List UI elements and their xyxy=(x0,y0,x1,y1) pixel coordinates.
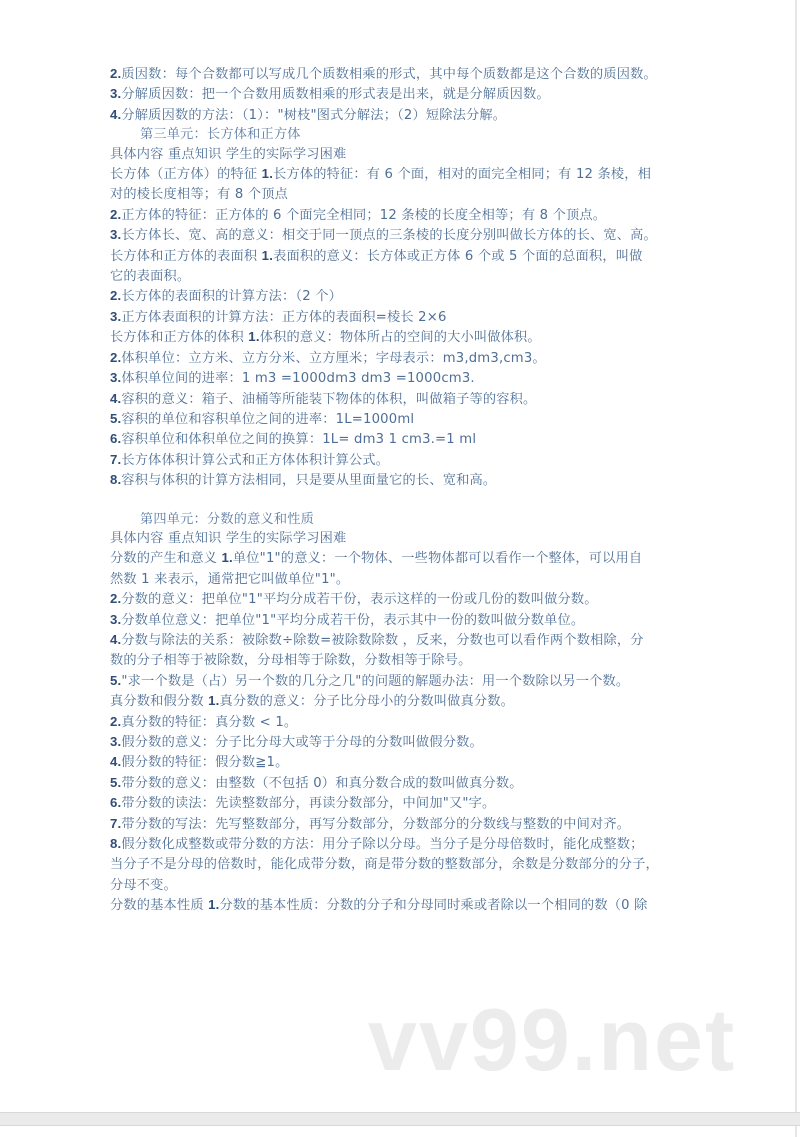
text-line xyxy=(110,470,700,490)
line-text: 真分数的特征：真分数 < 1。 xyxy=(121,714,298,730)
next-page-top xyxy=(0,1126,797,1137)
line-topic: 分数的基本性质 xyxy=(110,898,209,914)
line-text: 容积与体积的计算方法相同，只是要从里面量它的长、宽和高。 xyxy=(121,473,497,489)
line-number: 2. xyxy=(110,591,122,607)
text-line xyxy=(110,793,700,813)
line-number: 1. xyxy=(261,166,274,182)
text-line xyxy=(110,266,700,286)
line-number: 1. xyxy=(248,329,260,345)
line-number: 1. xyxy=(261,247,274,263)
line-number: 3. xyxy=(110,227,122,243)
text-line xyxy=(110,450,700,470)
text-line xyxy=(110,286,700,306)
text-line xyxy=(110,429,700,449)
line-topic: 长方体（正方体）的特征 xyxy=(110,167,262,183)
unit3-columns: 具体内容 重点知识 学生的实际学习困难 xyxy=(110,146,347,162)
line-text: 容积单位和体积单位之间的换算：1L= dm3 1 cm3.=1 ml xyxy=(121,432,477,448)
line-topic: 长方体和正方体的体积 xyxy=(110,330,249,346)
text-line xyxy=(110,773,700,793)
line-text: 数的分子相等于被除数，分母相等于除数，分数相等于除号。 xyxy=(110,653,472,669)
line-number: 2. xyxy=(110,206,122,222)
line-number: 4. xyxy=(110,390,122,406)
line-text: 带分数的意义：由整数（不包括 0）和真分数合成的数叫做真分数。 xyxy=(121,775,523,791)
text-line xyxy=(110,409,700,429)
line-text: 长方体体积计算公式和正方体体积计算公式。 xyxy=(121,452,390,468)
text-line xyxy=(110,691,700,711)
line-text: 体积的意义：物体所占的空间的大小叫做体积。 xyxy=(259,330,541,346)
text-line xyxy=(110,630,700,650)
line-number: 5. xyxy=(110,672,122,688)
line-number: 2. xyxy=(110,349,122,365)
line-text: 分母不变。 xyxy=(110,877,177,893)
text-line xyxy=(110,752,700,772)
line-text: 单位"1"的意义：一个物体、一些物体都可以看作一个整体，可以用自 xyxy=(232,551,643,567)
text-line xyxy=(110,164,700,184)
line-number: 4. xyxy=(110,631,122,647)
text-line xyxy=(110,205,700,225)
unit3-heading: 第三单元：长方体和正方体 xyxy=(140,127,301,143)
line-topic: 真分数和假分数 xyxy=(110,694,209,710)
text-line xyxy=(110,569,700,589)
document-content xyxy=(110,64,700,916)
text-line xyxy=(110,712,700,732)
unit3-body xyxy=(110,164,700,491)
line-text: 对的棱长度相等；有 8 个顶点 xyxy=(110,187,289,203)
text-line xyxy=(110,368,700,388)
text-line xyxy=(110,225,700,245)
text-line xyxy=(110,307,700,327)
unit4-columns: 具体内容 重点知识 学生的实际学习困难 xyxy=(110,530,347,546)
line-number: 1. xyxy=(221,550,233,566)
line-topic: 分数的产生和意义 xyxy=(110,551,222,567)
text-line xyxy=(110,589,700,609)
line-text: 带分数的读法：先读整数部分，再读分数部分，中间加"又"字。 xyxy=(121,796,496,812)
text-line xyxy=(110,610,700,630)
line-number: 8. xyxy=(110,836,122,852)
line-number: 7. xyxy=(110,451,122,467)
line-text: 正方体的特征：正方体的 6 个面完全相同；12 条棱的长度全相等；有 8 个顶点。 xyxy=(121,207,607,223)
line-topic: 长方体和正方体的表面积 xyxy=(110,248,262,264)
line-text: 分数的基本性质：分数的分子和分母同时乘或者除以一个相同的数（0 除 xyxy=(219,898,648,914)
text-line xyxy=(110,671,700,691)
text-line xyxy=(110,650,700,670)
line-number: 2. xyxy=(110,713,122,729)
line-number: 5. xyxy=(110,410,122,426)
line-text: 假分数化成整数或带分数的方法：用分子除以分母。当分子是分母倍数时，能化成整数； xyxy=(121,837,644,853)
line-text: 真分数的意义：分子比分母小的分数叫做真分数。 xyxy=(219,694,515,710)
watermark: vv99.net xyxy=(368,990,737,1089)
text-line xyxy=(110,389,700,409)
line-text: "求一个数是（占）另一个数的几分之几"的问题的解题办法：用一个数除以另一个数。 xyxy=(121,673,630,689)
line-number: 6. xyxy=(110,431,122,447)
line-text: 带分数的写法：先写整数部分，再写分数部分，分数部分的分数线与整数的中间对齐。 xyxy=(121,816,631,832)
line-text: 容积的单位和容积单位之间的进率：1L=1000ml xyxy=(121,411,415,427)
line-text: 容积的意义：箱子、油桶等所能装下物体的体积，叫做箱子等的容积。 xyxy=(121,391,537,407)
line-number: 1. xyxy=(208,693,220,709)
line-text: 然数 1 来表示，通常把它叫做单位"1"。 xyxy=(110,571,350,587)
line-text: 体积单位：立方米、立方分米、立方厘米；字母表示：m3,dm3,cm3。 xyxy=(121,350,546,366)
line-text: 体积单位间的进率：1 m3 =1000dm3 dm3 =1000cm3. xyxy=(121,371,475,387)
text-line xyxy=(110,875,700,895)
text-line xyxy=(110,895,700,915)
line-text: 长方体长、宽、高的意义：相交于同一顶点的三条棱的长度分别叫做长方体的长、宽、高。 xyxy=(121,228,657,244)
text-line xyxy=(110,814,700,834)
line-number: 2. xyxy=(110,288,122,304)
line-number: 5. xyxy=(110,774,122,790)
line-number: 1. xyxy=(208,897,220,913)
line-text: 它的表面积。 xyxy=(110,269,191,285)
line-text: 长方体的表面积的计算方法：（2 个） xyxy=(121,289,342,305)
line-number: 6. xyxy=(110,795,122,811)
text-line xyxy=(110,184,700,204)
line-text: 分数与除法的关系：被除数÷除数=被除数除数 ，反来，分数也可以看作两个数相除，分 xyxy=(121,632,644,648)
text-line: 2.质因数：每个合数都可以写成几个质数相乘的形式，其中每个质数都是这个合数的质因数。 xyxy=(110,66,657,82)
text-line xyxy=(110,327,700,347)
text-line xyxy=(110,732,700,752)
text-line xyxy=(110,854,700,874)
line-number: 4. xyxy=(110,754,122,770)
line-text: 分数的意义：把单位"1"平均分成若干份，表示这样的一份或几份的数叫做分数。 xyxy=(121,592,598,608)
line-number: 3. xyxy=(110,734,122,749)
line-text: 表面积的意义：长方体或正方体 6 个或 5 个面的总面积，叫做 xyxy=(273,248,643,264)
page-separator xyxy=(0,1112,800,1126)
line-number: 3. xyxy=(110,611,122,627)
text-line xyxy=(110,834,700,854)
line-text: 当分子不是分母的倍数时，能化成带分数，商是带分数的整数部分，余数是分数部分的分子， xyxy=(110,857,659,873)
unit4-heading: 第四单元：分数的意义和性质 xyxy=(140,511,315,527)
line-text: 长方体的特征：有 6 个面，相对的面完全相同；有 12 条棱，相 xyxy=(273,167,652,183)
line-number: 8. xyxy=(110,472,122,488)
text-line: 4.分解质因数的方法：（1）："树枝"图式分解法；（2）短除法分解。 xyxy=(110,106,507,123)
text-line xyxy=(110,348,700,368)
line-number: 3. xyxy=(110,308,122,324)
unit4-body xyxy=(110,548,700,915)
line-text: 正方体表面积的计算方法：正方体的表面积=棱长 2×6 xyxy=(121,309,447,325)
line-text: 假分数的意义：分子比分母大或等于分母的分数叫做假分数。 xyxy=(121,735,483,750)
text-line xyxy=(110,246,700,266)
text-line: 3.分解质因数：把一个合数用质数相乘的形式表是出来，就是分解质因数。 xyxy=(110,86,550,103)
line-number: 7. xyxy=(110,815,122,831)
line-text: 分数单位意义：把单位"1"平均分成若干份，表示其中一份的数叫做分数单位。 xyxy=(121,612,585,628)
text-line xyxy=(110,548,700,568)
line-text: 假分数的特征：假分数≧1。 xyxy=(121,755,289,771)
line-number: 3. xyxy=(110,370,122,386)
